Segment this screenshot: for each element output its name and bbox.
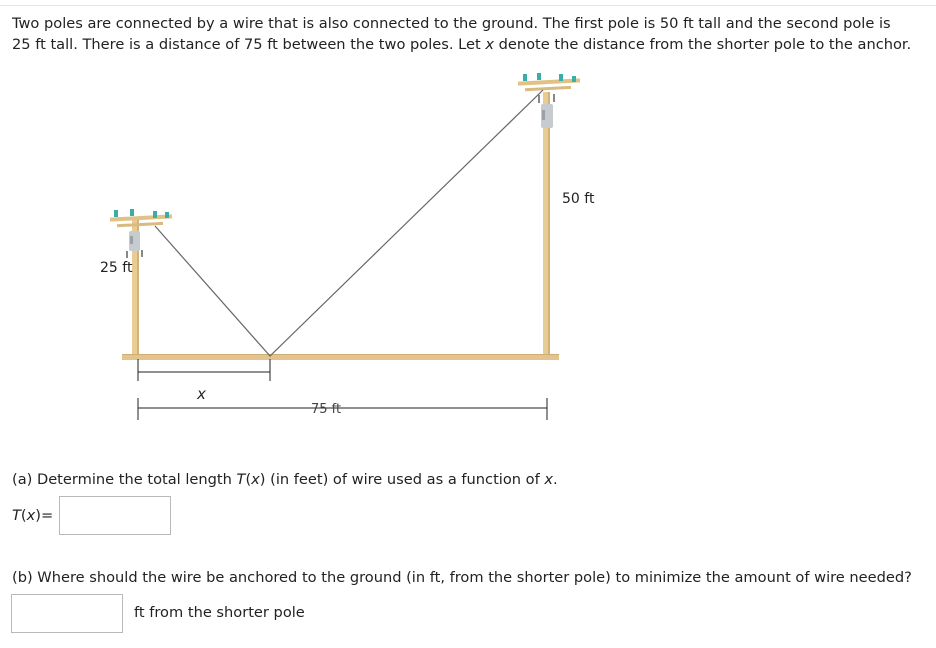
part-b-question: (b) Where should the wire be anchored to the ground (in ft, from the shorter pole) to minimize the amount of wire needed? [12, 569, 912, 586]
problem-line-2-end: denote the distance from the shorter pole to the anchor. [493, 36, 912, 53]
poles-diagram [95, 66, 595, 430]
problem-variable-x: x [485, 36, 494, 53]
part-a-paren: ) [259, 471, 266, 488]
short-pole-height-label: 25 ft [100, 260, 133, 276]
part-b-unit-label: ft from the shorter pole [134, 604, 305, 621]
x-label: x [197, 385, 206, 403]
problem-line-2-start: 25 ft tall. There is a distance of 75 ft between the two poles. Let [12, 36, 486, 53]
part-a-period: . [553, 471, 558, 488]
part-a-function: T [236, 471, 246, 488]
part-b-answer-input[interactable] [11, 594, 123, 633]
part-a-variable-2: x [544, 471, 554, 488]
problem-statement [12, 13, 927, 55]
part-a-variable: x [251, 471, 260, 488]
tall-pole-height-label: 50 ft [562, 191, 595, 207]
top-divider [0, 5, 936, 6]
x-dimension [138, 359, 270, 381]
part-a-paren: ( [245, 471, 252, 488]
input-label-paren: ( [20, 507, 27, 524]
part-a-text-2: (in feet) of wire used as a function of [265, 471, 545, 488]
part-a-question [12, 470, 558, 490]
input-label-function: T [12, 507, 21, 524]
input-label-variable: x [26, 507, 36, 524]
input-label-equals: )= [35, 507, 54, 524]
wire [155, 90, 543, 356]
part-a-text: (a) Determine the total length [12, 471, 237, 488]
distance-label: 75 ft [311, 402, 342, 417]
short-pole-crossarm [110, 209, 172, 258]
part-a-input-label [12, 506, 53, 526]
problem-line-1: Two poles are connected by a wire that is also connected to the ground. The first pole is 50 ft tall and the second pole is [12, 15, 891, 32]
part-a-answer-input[interactable] [59, 496, 171, 535]
